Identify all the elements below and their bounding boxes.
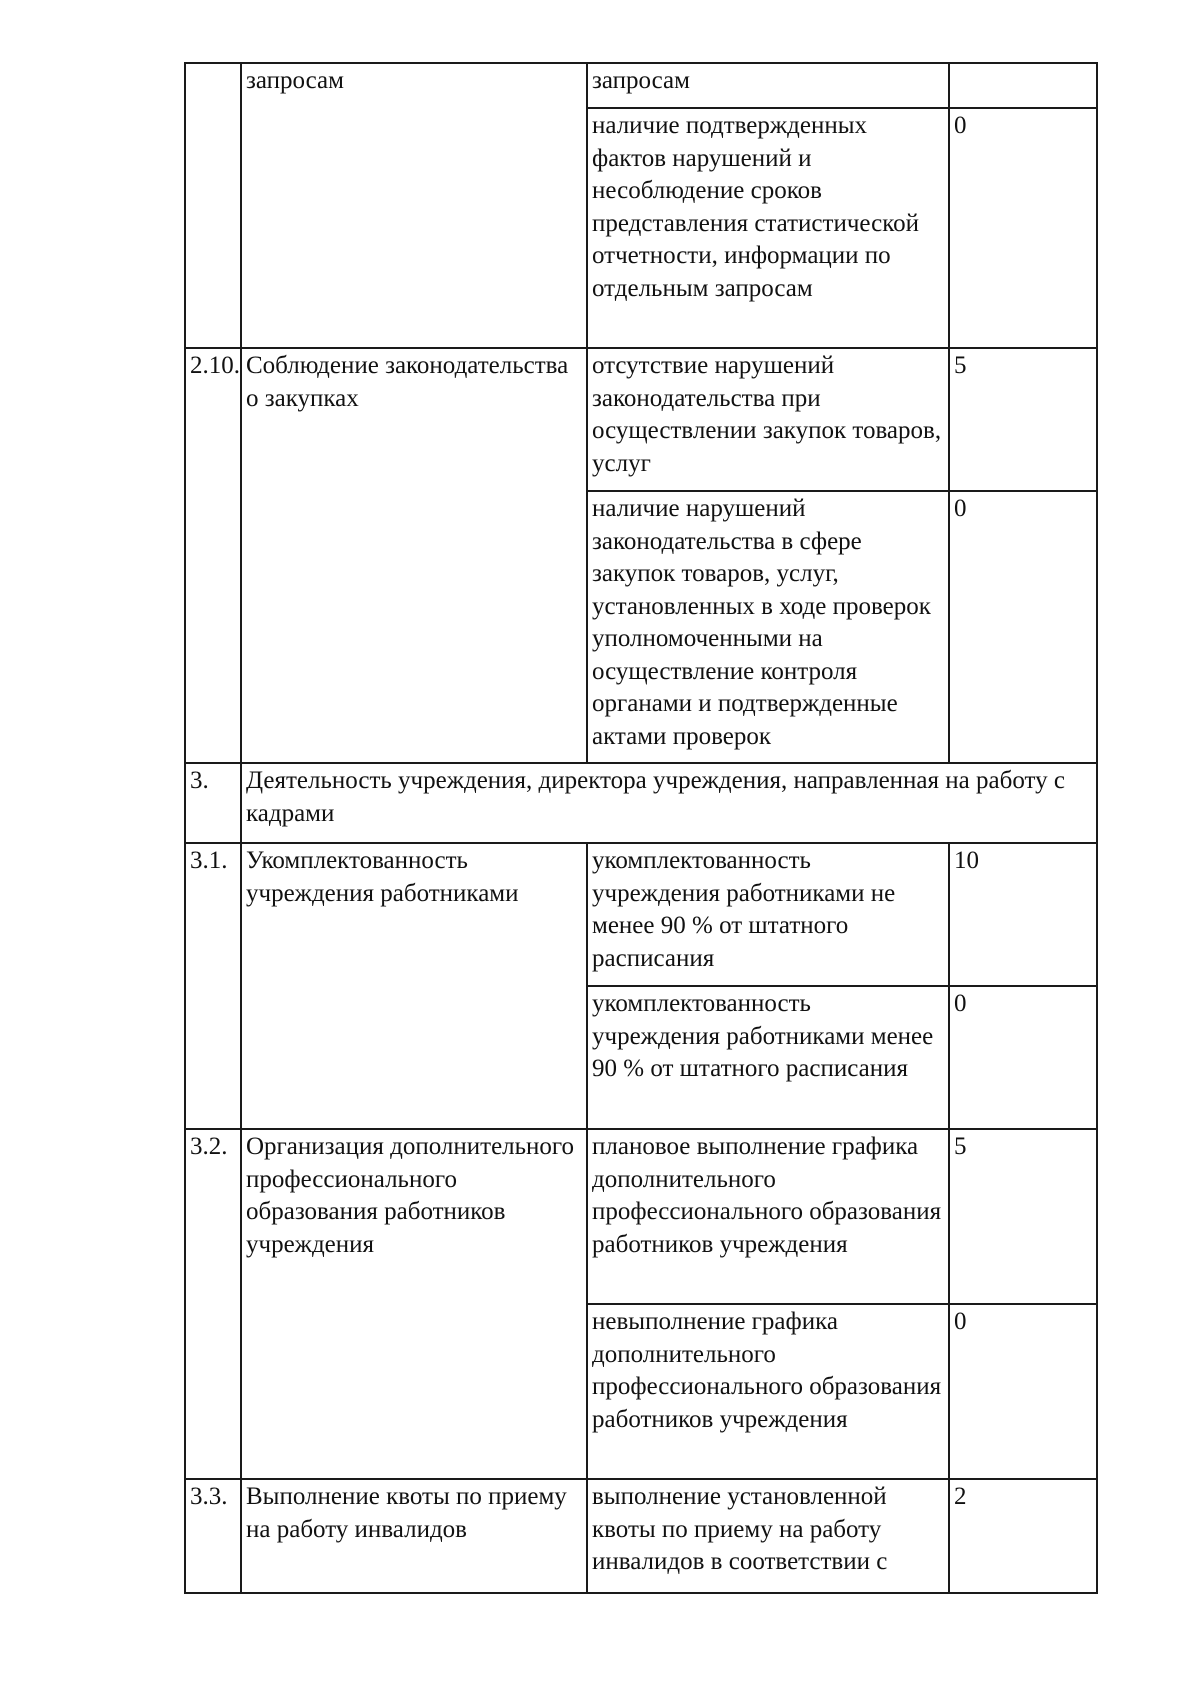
score-cell: 0 <box>949 1304 1097 1479</box>
row-number: 2.10. <box>185 348 241 763</box>
table-row <box>185 348 1097 491</box>
section-title: Деятельность учреждения, директора учреждения, направленная на работу с кадрами <box>241 763 1097 843</box>
condition-cell: запросам <box>587 63 949 108</box>
criterion-cell: Соблюдение законодательства о закупках <box>241 348 587 763</box>
row-number <box>185 63 241 348</box>
criterion-cell: Организация дополнительного профессионального образования работников учреждения <box>241 1129 587 1479</box>
criteria-table <box>184 62 1098 1594</box>
score-cell: 0 <box>949 491 1097 763</box>
condition-cell: наличие подтвержденных фактов нарушений и несоблюдение сроков представления статистической отчетности, информации по отдельным запросам <box>587 108 949 348</box>
table-row <box>185 1129 1097 1304</box>
condition-cell: плановое выполнение графика дополнительного профессионального образования работников учреждения <box>587 1129 949 1304</box>
criterion-cell: Укомплектованность учреждения работниками <box>241 843 587 1129</box>
condition-cell: укомплектованность учреждения работниками менее 90 % от штатного расписания <box>587 986 949 1129</box>
table-row <box>185 1479 1097 1593</box>
criterion-cell: Выполнение квоты по приему на работу инвалидов <box>241 1479 587 1593</box>
row-number: 3.2. <box>185 1129 241 1479</box>
table-row <box>185 843 1097 986</box>
condition-cell: отсутствие нарушений законодательства при осуществлении закупок товаров, услуг <box>587 348 949 491</box>
criterion-cell: запросам <box>241 63 587 348</box>
condition-cell: выполнение установленной квоты по приему на работу инвалидов в соответствии с <box>587 1479 949 1593</box>
score-cell: 5 <box>949 1129 1097 1304</box>
score-cell: 0 <box>949 108 1097 348</box>
row-number: 3.3. <box>185 1479 241 1593</box>
score-cell: 10 <box>949 843 1097 986</box>
table-row <box>185 63 1097 108</box>
condition-cell: невыполнение графика дополнительного профессионального образования работников учреждения <box>587 1304 949 1479</box>
section-row <box>185 763 1097 843</box>
row-number: 3.1. <box>185 843 241 1129</box>
section-number: 3. <box>185 763 241 843</box>
condition-cell: укомплектованность учреждения работниками не менее 90 % от штатного расписания <box>587 843 949 986</box>
score-cell: 0 <box>949 986 1097 1129</box>
score-cell: 2 <box>949 1479 1097 1593</box>
score-cell <box>949 63 1097 108</box>
condition-cell: наличие нарушений законодательства в сфере закупок товаров, услуг, установленных в ходе проверок уполномоченными на осуществление контроля органами и подтвержденные актами проверок <box>587 491 949 763</box>
score-cell: 5 <box>949 348 1097 491</box>
